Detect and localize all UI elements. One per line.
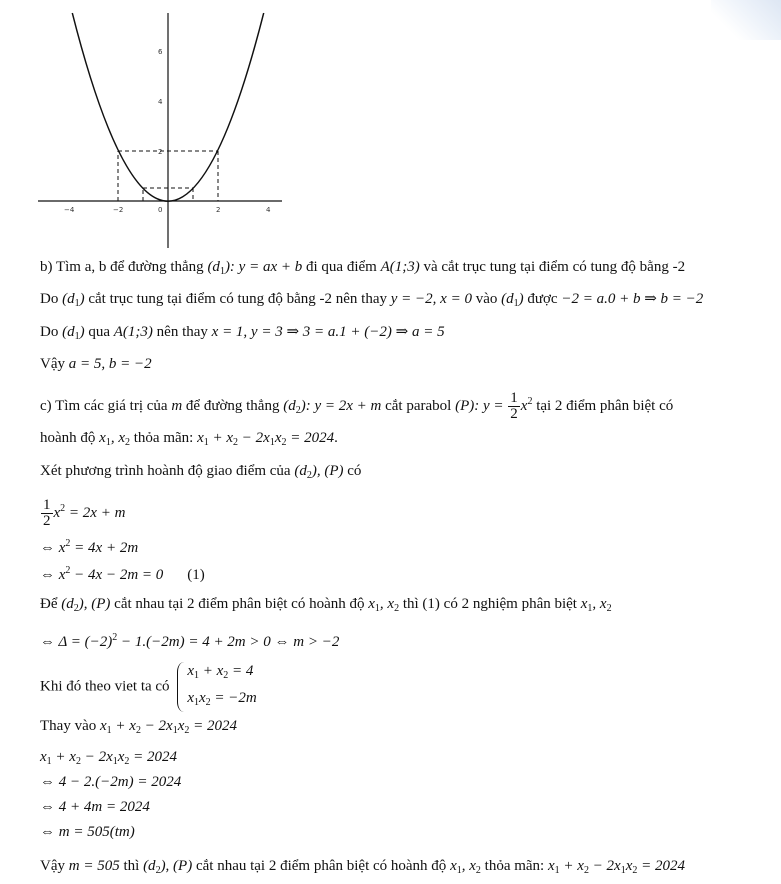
viet-system: $x_1 + x_2 = 4$ $x_1x_2 = -2m$: [177, 660, 256, 714]
x-tick-label: −2: [113, 206, 124, 214]
x-tick-label: −4: [64, 206, 75, 214]
equation-1: $\frac{1}{2}$ $x^2 = 2x + m$: [43, 497, 126, 530]
x-tick-label: 0: [158, 206, 163, 214]
part-c-question-2: hoành độ $x_1$, $x_2$ thỏa mãn: $x_1 + x_2 - 2x_1x_2 = 2024$.: [40, 430, 338, 448]
x-tick-label: 4: [266, 206, 271, 214]
part-b-conclusion: Vậy a = 5, b = −2: [40, 356, 152, 372]
condition-text: Để $(d_2)$, (P) cắt nhau tại 2 điểm phân biệt có hoành độ $x_1$, $x_2$ thì (1) có 2 nghiệm phân biệt $x_1$, $x_2$: [40, 596, 612, 614]
y-tick-label: 4: [158, 98, 163, 106]
x-tick-label: 2: [216, 206, 221, 214]
y-tick-label: 6: [158, 48, 163, 56]
viet-line: Khi đó theo viet ta có $x_1 + x_2 = 4$ $x_1x_2 = -2m$: [40, 660, 257, 714]
part-b-step-1: Do $(d_1)$ cắt trục tung tại điểm có tung độ bằng -2 nên thay y = −2, x = 0 vào $(d_1)$ được −2 = a.0 + b ⇒ b = −2: [40, 291, 704, 309]
parabola-graph: [30, 8, 290, 253]
part-c-intersection-text: Xét phương trình hoành độ giao điểm của $(d_2)$, (P) có: [40, 463, 362, 481]
equation-5: ⇔ 4 − 2.(−2m) = 2024: [40, 774, 182, 790]
equation-3: ⇔ $x^2 - 4x - 2m = 0$ (1): [40, 565, 205, 583]
part-c-question-1: c) Tìm các giá trị của m để đường thẳng $(d_2)$: y = 2x + m cắt parabol (P): y = $\frac{1}{2}$ $x^2$ tại 2 điểm phân biệt có: [40, 390, 674, 423]
part-b-step-2: Do $(d_1)$ qua A(1;3) nên thay x = 1, y = 3 ⇒ 3 = a.1 + (−2) ⇒ a = 5: [40, 324, 445, 342]
equation-7: ⇔ m = 505(tm): [40, 824, 135, 840]
part-c-conclusion: Vậy m = 505 thì $(d_2)$, (P) cắt nhau tại 2 điểm phân biệt có hoành độ $x_1$, $x_2$ thỏa mãn: $x_1 + x_2 - 2x_1x_2 = 2024$: [40, 858, 686, 876]
substitute-text: Thay vào $x_1 + x_2 - 2x_1x_2 = 2024$: [40, 718, 238, 736]
equation-6: ⇔ 4 + 4m = 2024: [40, 799, 150, 815]
equation-2: ⇔ $x^2 = 4x + 2m$: [40, 538, 139, 556]
fraction-one-half: $\frac{1}{2}$: [510, 390, 518, 423]
corner-decoration: [711, 0, 781, 40]
fraction-one-half: $\frac{1}{2}$: [43, 497, 51, 530]
discriminant-line: ⇔ $\Delta = (-2)^2 - 1.(-2m) = 4 + 2m > 0$ ⇔ m > −2: [40, 632, 340, 650]
y-tick-label: 2: [158, 148, 163, 156]
part-b-question: b) Tìm a, b để đường thẳng $(d_1)$: y = ax + b đi qua điểm A(1;3) và cắt trục tung tại điểm có tung độ bằng -2: [40, 259, 686, 277]
equation-4: $x_1 + x_2 - 2x_1x_2 = 2024$: [40, 749, 178, 767]
